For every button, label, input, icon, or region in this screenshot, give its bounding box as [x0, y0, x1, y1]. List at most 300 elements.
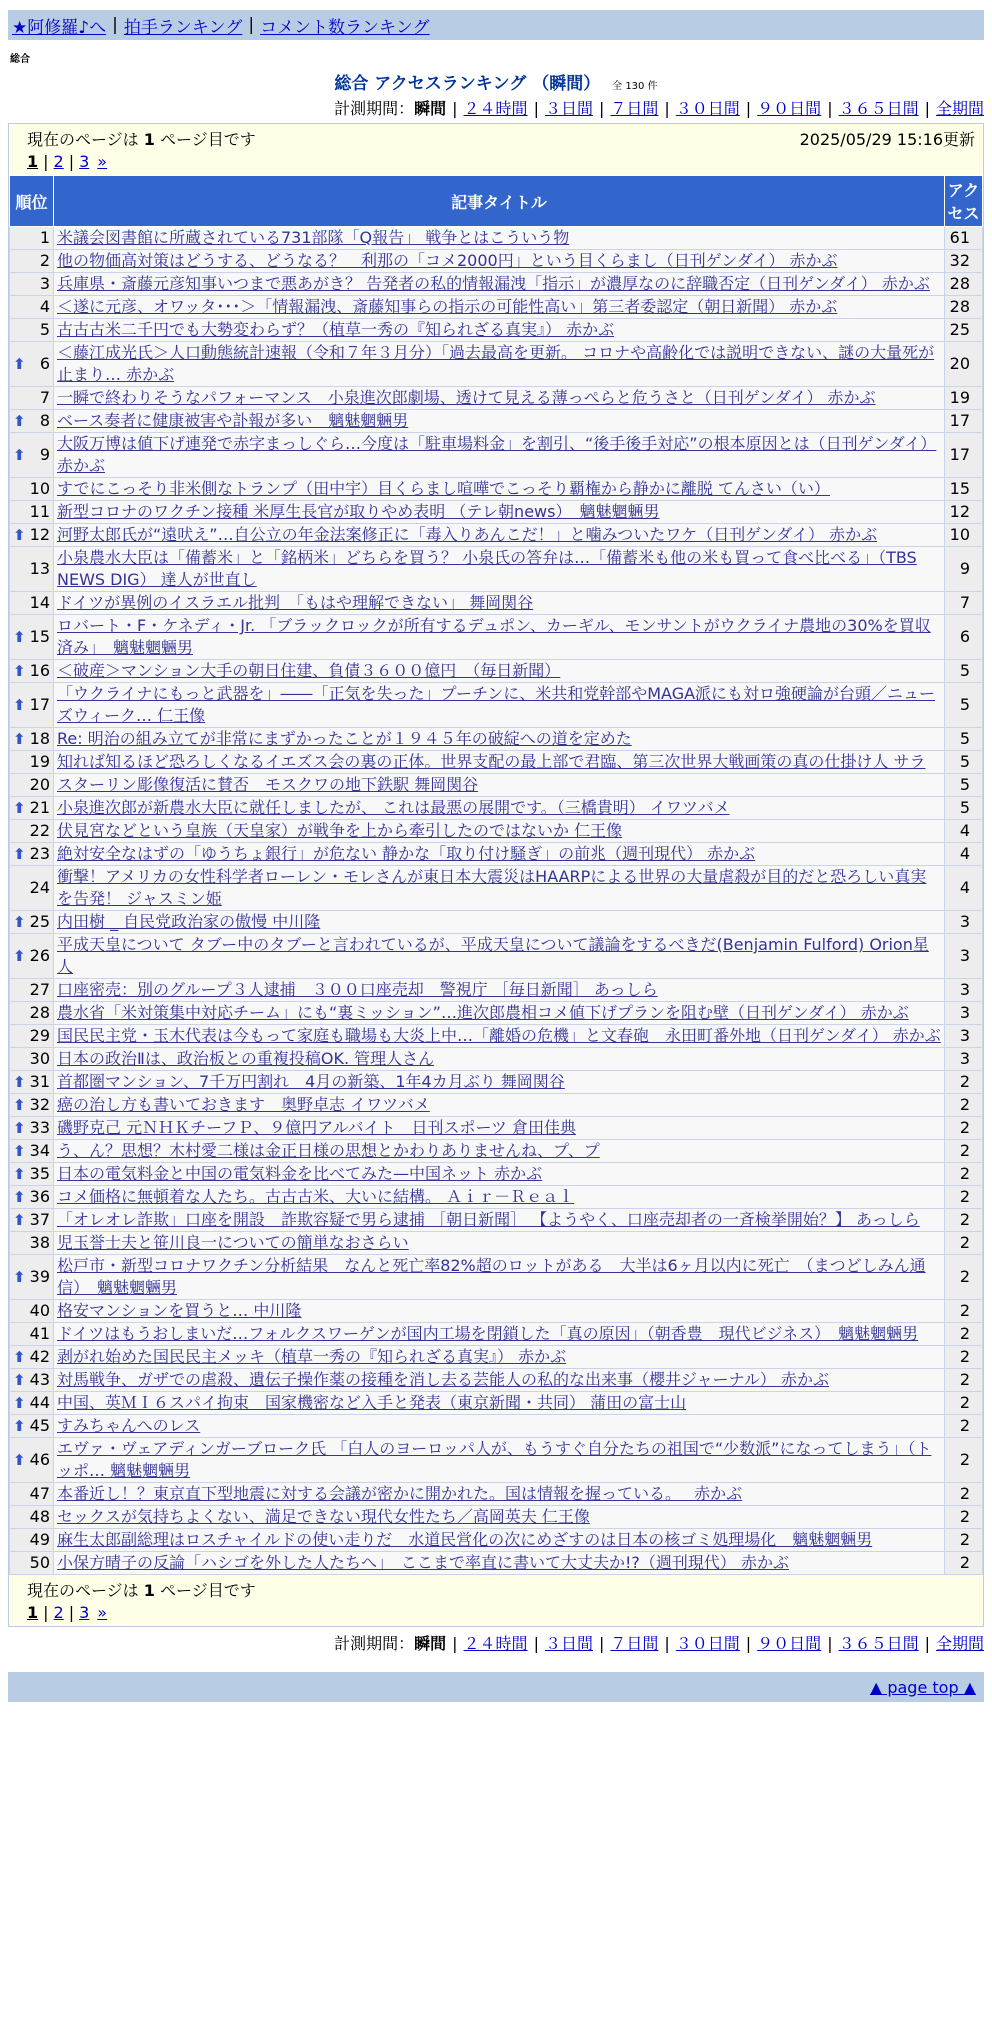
table-row: [10, 1071, 983, 1094]
pager-page-link[interactable]: 2: [53, 152, 64, 171]
title-cell: [54, 1255, 945, 1300]
period-link[interactable]: ７日間: [610, 1634, 659, 1653]
title-cell: [54, 1140, 945, 1163]
period-separator: |: [924, 99, 930, 118]
page-info-bottom: [9, 1575, 983, 1601]
article-link[interactable]: コメ価格に無頓着な人たち。古古古米、大いに結構。 Ａｉｒ－Ｒｅａｌ: [57, 1187, 575, 1206]
access-count: 2: [945, 1438, 983, 1483]
table-row: [10, 1323, 983, 1346]
title-cell: [54, 342, 945, 387]
pager-page-link[interactable]: 3: [79, 1603, 90, 1622]
access-count: 5: [945, 728, 983, 751]
comment-ranking-link[interactable]: コメント数ランキング: [260, 17, 430, 38]
article-link[interactable]: 国民民主党・玉木代表は今もって家庭も職場も大炎上中…「離婚の危機」と文春砲 永田町番外地（日刊ゲンダイ） 赤かぶ: [57, 1026, 941, 1045]
rank-cell: [10, 250, 54, 273]
access-count: 5: [945, 751, 983, 774]
period-separator: |: [745, 99, 752, 118]
access-count: 2: [945, 1232, 983, 1255]
pager-next-link[interactable]: »: [97, 1603, 108, 1622]
rank-number: 28: [29, 1003, 50, 1022]
rank-number: 3: [39, 274, 50, 293]
up-arrow-icon: ⬆: [13, 696, 26, 714]
title-cell: [54, 1323, 945, 1346]
rank-cell: [10, 592, 54, 615]
access-count: 28: [945, 296, 983, 319]
rank-cell: [10, 774, 54, 797]
up-arrow-icon: ⬆: [13, 1211, 26, 1229]
rank-cell: [10, 843, 54, 866]
table-row: [10, 751, 983, 774]
title-cell: [54, 820, 945, 843]
rank-number: 17: [29, 695, 50, 714]
article-link[interactable]: ＜遂に元彦、オワッタ･･･＞「情報漏洩、斎藤知事らの指示の可能性高い」第三者委認定（朝日新聞） 赤かぶ: [57, 297, 838, 316]
title-cell: [54, 1346, 945, 1369]
article-link[interactable]: ＜藤江成光氏＞人口動態統計速報（令和７年３月分）「過去最高を更新。 コロナや高齢化では説明できない、謎の大量死が止まり… 赤かぶ: [57, 343, 935, 384]
period-separator: |: [924, 1634, 930, 1653]
access-count: 15: [945, 478, 983, 501]
access-count: 4: [945, 866, 983, 911]
article-link[interactable]: 古古古米二千円でも大勢変わらず？（植草一秀の『知られざる真実』） 赤かぶ: [57, 320, 615, 339]
rank-cell: [10, 1255, 54, 1300]
article-link[interactable]: エヴァ・ヴェアディンガーブローク氏 「白人のヨーロッパ人が、もうすぐ自分たちの祖国で“少数派”になってしまう」（トッポ… 魑魅魍魎男: [57, 1439, 932, 1480]
pager-page-link[interactable]: 2: [53, 1603, 64, 1622]
table-row: [10, 1438, 983, 1483]
period-separator: |: [745, 1634, 752, 1653]
period-separator: |: [827, 1634, 833, 1653]
rank-number: 45: [29, 1416, 50, 1435]
period-link[interactable]: ３６５日間: [838, 99, 919, 118]
rank-number: 5: [39, 320, 50, 339]
page-info-prefix: 現在のページは: [27, 130, 139, 149]
article-link[interactable]: 磯野克己 元ＮＨＫチーフＰ、９億円アルバイト 日刊スポーツ 倉田佳典: [57, 1118, 576, 1137]
pager-page-link[interactable]: 3: [79, 152, 90, 171]
article-link[interactable]: 日本の政治Ⅱは、政治板との重複投稿OK. 管理人さん: [57, 1049, 435, 1068]
article-link[interactable]: 麻生太郎副総理はロスチャイルドの使い走りだ 水道民営化の次にめざすのは日本の核ゴミ処理場化 魑魅魍魎男: [57, 1530, 873, 1549]
access-count: 2: [945, 1094, 983, 1117]
period-link[interactable]: ２４時間: [463, 99, 528, 118]
period-link[interactable]: ３０日間: [675, 1634, 740, 1653]
access-count: 5: [945, 774, 983, 797]
article-link[interactable]: 米議会図書館に所蔵されている731部隊「Q報告」 戦争とはこういう物: [57, 228, 570, 247]
clap-ranking-link[interactable]: 拍手ランキング: [123, 17, 243, 38]
rank-cell: [10, 866, 54, 911]
period-separator: |: [598, 99, 605, 118]
rank-cell: [10, 433, 54, 478]
period-link[interactable]: 全期間: [935, 99, 984, 118]
title-cell: [54, 979, 945, 1002]
period-separator: |: [664, 99, 670, 118]
up-arrow-icon: ⬆: [13, 412, 26, 430]
rank-number: 18: [29, 729, 50, 748]
table-row: [10, 774, 983, 797]
title-cell: [54, 934, 945, 979]
article-link[interactable]: 他の物価高対策はどうする、どうなる？ 利那の「コメ2000円」という目くらまし（日刊ゲンダイ） 赤かぶ: [57, 251, 838, 270]
rank-number: 19: [29, 752, 50, 771]
rank-cell: [10, 1392, 54, 1415]
footer-bar: [8, 1672, 984, 1702]
page-info-top: [9, 124, 983, 150]
period-label: 計測期間：: [334, 99, 415, 118]
page-info-suffix: ページ目です: [160, 1581, 256, 1600]
article-link[interactable]: ベース奏者に健康被害や訃報が多い 魑魅魍魎男: [57, 411, 409, 430]
page-top-link[interactable]: ▲ page top ▲: [869, 1677, 976, 1697]
access-count: 10: [945, 524, 983, 547]
article-link[interactable]: 農水省「米対策集中対応チーム」にも“裏ミッション”…進次郎農相コメ値下げプランを阻む壁（日刊ゲンダイ） 赤かぶ: [57, 1003, 909, 1022]
table-row: [10, 387, 983, 410]
rank-cell: [10, 751, 54, 774]
title-cell: [54, 866, 945, 911]
rank-cell: [10, 979, 54, 1002]
table-row: [10, 1369, 983, 1392]
rank-number: 10: [29, 479, 50, 498]
article-link[interactable]: 小保方晴子の反論「ハシゴを外した人たちへ」 ここまで率直に書いて大丈夫か!?（週刊現代） 赤かぶ: [57, 1553, 789, 1572]
item-count: 全 130 件: [612, 81, 658, 92]
title-cell: [54, 592, 945, 615]
rank-number: 25: [29, 912, 50, 931]
table-row: [10, 1346, 983, 1369]
rank-number: 11: [29, 502, 50, 521]
article-link[interactable]: 首都圏マンション、7千万円割れ 4月の新築、1年4カ月ぶり 舞岡関谷: [57, 1072, 565, 1091]
title-cell: [54, 410, 945, 433]
rank-cell: [10, 296, 54, 319]
access-count: 4: [945, 820, 983, 843]
rank-number: 16: [29, 661, 50, 680]
period-link[interactable]: ２４時間: [463, 1634, 528, 1653]
ranking-panel: [8, 123, 984, 1627]
access-count: 3: [945, 1002, 983, 1025]
up-arrow-icon: ⬆: [13, 913, 26, 931]
rank-cell: [10, 820, 54, 843]
rank-cell: [10, 911, 54, 934]
rank-number: 8: [39, 411, 50, 430]
pager-current-page: 1: [27, 1603, 39, 1622]
page-title-text: 総合 アクセスランキング （瞬間）: [334, 74, 601, 94]
period-separator: |: [452, 1634, 458, 1653]
table-row: [10, 1506, 983, 1529]
pager-separator: |: [43, 152, 49, 171]
section-label: 総合: [10, 54, 30, 65]
rank-number: 14: [29, 593, 50, 612]
period-link[interactable]: ７日間: [610, 99, 659, 118]
title-cell: [54, 1438, 945, 1483]
article-link[interactable]: 対馬戦争、ガザでの虐殺、遺伝子操作薬の接種を消し去る芸能人の私的な出来事（櫻井ジャーナル） 赤かぶ: [57, 1370, 829, 1389]
rank-number: 46: [29, 1450, 50, 1469]
period-link[interactable]: ３日間: [544, 1634, 593, 1653]
rank-number: 9: [39, 445, 50, 464]
rank-number: 32: [29, 1095, 50, 1114]
up-arrow-icon: ⬆: [13, 845, 26, 863]
article-link[interactable]: すでにこっそり非米側なトランプ（田中宇）目くらまし喧嘩でこっそり覇権から静かに離脱 てんさい（い）: [57, 479, 830, 498]
home-link[interactable]: ★阿修羅♪へ: [12, 17, 107, 38]
article-link[interactable]: 小泉農水大臣は「備蓄米」と「銘柄米」どちらを買う？ 小泉氏の答弁は…「備蓄米も他の米も買って食べ比べる」（TBS NEWS DIG） 達人が世直し: [57, 548, 917, 589]
table-row: [10, 1232, 983, 1255]
rank-number: 20: [29, 775, 50, 794]
title-cell: [54, 1300, 945, 1323]
title-cell: [54, 1232, 945, 1255]
title-cell: [54, 273, 945, 296]
up-arrow-icon: ⬆: [13, 1119, 26, 1137]
article-link[interactable]: ドイツはもうおしまいだ…フォルクスワーゲンが国内工場を閉鎖した「真の原因」（朝香豊 現代ビジネス） 魑魅魍魎男: [57, 1324, 919, 1343]
access-count: 19: [945, 387, 983, 410]
pagination-top: [9, 150, 983, 175]
title-column-header: 記事タイトル: [54, 176, 945, 227]
up-arrow-icon: ⬆: [13, 1268, 26, 1286]
table-row: [10, 433, 983, 478]
article-link[interactable]: ロバート・F・ケネディ・Jr. 「ブラックロックが所有するデュポン、カーギル、モンサントがウクライナ農地の30%を買収済み」 魑魅魍魎男: [57, 616, 931, 657]
access-count: 2: [945, 1255, 983, 1300]
table-row: [10, 1415, 983, 1438]
rank-number: 1: [39, 228, 50, 247]
access-count: 3: [945, 979, 983, 1002]
article-link[interactable]: ドイツが異例のイスラエル批判 「もはや理解できない」 舞岡関谷: [57, 593, 534, 612]
title-cell: [54, 1025, 945, 1048]
access-count: 20: [945, 342, 983, 387]
pagination-bottom: [9, 1601, 983, 1626]
table-row: [10, 615, 983, 660]
table-row: [10, 1117, 983, 1140]
table-row: [10, 1483, 983, 1506]
period-link[interactable]: 全期間: [935, 1634, 984, 1653]
article-link[interactable]: 平成天皇について タブー中のタブーと言われているが、平成天皇について議論をするべきだ(Benjamin Fulford) Orion星人: [57, 935, 929, 976]
access-count: 2: [945, 1346, 983, 1369]
period-link[interactable]: ９０日間: [757, 1634, 822, 1653]
access-count: 2: [945, 1209, 983, 1232]
article-link[interactable]: 小泉進次郎が新農水大臣に就任しましたが、 これは最悪の展開です。（三橋貴明） イワツバメ: [57, 798, 730, 817]
rank-cell: [10, 1071, 54, 1094]
title-cell: [54, 1117, 945, 1140]
title-cell: [54, 1529, 945, 1552]
access-count: 2: [945, 1186, 983, 1209]
title-cell: [54, 478, 945, 501]
rank-cell: [10, 478, 54, 501]
table-row: [10, 1002, 983, 1025]
nav-separator: |: [248, 15, 255, 35]
title-cell: [54, 797, 945, 820]
article-link[interactable]: 伏見宮などという皇族（天皇家）が戦争を上から牽引したのではないか 仁王像: [57, 821, 623, 840]
article-link[interactable]: セックスが気持ちよくない、満足できない現代女性たち／高岡英夫 仁王像: [57, 1507, 590, 1526]
title-cell: [54, 1392, 945, 1415]
rank-cell: [10, 683, 54, 728]
rank-cell: [10, 1025, 54, 1048]
rank-number: 43: [29, 1370, 50, 1389]
article-link[interactable]: 口座密売：別のグループ３人逮捕 ３００口座売却 警視庁 ［毎日新聞］ あっしら: [57, 980, 658, 999]
article-link[interactable]: 「オレオレ詐欺」口座を開設 詐欺容疑で男ら逮捕 ［朝日新聞］ 【ようやく、口座売却者の一斉検挙開始？】 あっしら: [57, 1210, 920, 1229]
rank-cell: [10, 227, 54, 250]
article-link[interactable]: 本番近し！？東京直下型地震に対する会議が密かに開かれた。国は情報を握っている。 赤かぶ: [57, 1484, 743, 1503]
access-count: 2: [945, 1552, 983, 1575]
title-cell: [54, 296, 945, 319]
access-count: 5: [945, 797, 983, 820]
article-link[interactable]: 日本の電気料金と中国の電気料金を比べてみた—中国ネット 赤かぶ: [57, 1164, 543, 1183]
article-link[interactable]: 剥がれ始めた国民民主メッキ（植草一秀の『知られざる真実』） 赤かぶ: [57, 1347, 567, 1366]
up-arrow-icon: ⬆: [13, 446, 26, 464]
rank-number: 37: [29, 1210, 50, 1229]
rank-cell: [10, 547, 54, 592]
rank-cell: [10, 1506, 54, 1529]
current-page-text: [27, 127, 256, 150]
rank-cell: [10, 1483, 54, 1506]
access-count: 2: [945, 1369, 983, 1392]
current-page-text: [27, 1578, 256, 1601]
rank-cell: [10, 797, 54, 820]
rank-cell: [10, 1323, 54, 1346]
period-separator: |: [452, 99, 458, 118]
up-arrow-icon: ⬆: [13, 355, 26, 373]
article-link[interactable]: 内田樹 _ 自民党政治家の傲慢 中川隆: [57, 912, 321, 931]
table-row: [10, 979, 983, 1002]
rank-number: 41: [29, 1324, 50, 1343]
access-count: 3: [945, 911, 983, 934]
article-link[interactable]: 「ウクライナにもっと武器を」――「正気を失った」プーチンに、米共和党幹部やMAGA派にも対ロ強硬論が台頭／ニューズウィーク… 仁王像: [57, 684, 936, 725]
article-link[interactable]: 松戸市・新型コロナワクチン分析結果 なんと死亡率82%超のロットがある 大半は6ヶ月以内に死亡 （まつどしみん通信） 魑魅魍魎男: [57, 1256, 926, 1297]
access-count: 2: [945, 1300, 983, 1323]
access-count: 5: [945, 660, 983, 683]
period-separator: |: [533, 99, 539, 118]
title-cell: [54, 1506, 945, 1529]
rank-cell: [10, 1552, 54, 1575]
article-link[interactable]: 知れば知るほど恐ろしくなるイエズス会の裏の正体。世界支配の最上部で君臨、第三次世界大戦画策の真の仕掛け人 サラ: [57, 752, 926, 771]
rank-number: 29: [29, 1026, 50, 1045]
article-link[interactable]: ＜破産＞マンション大手の朝日住建、負債３６００億円 （毎日新聞）: [57, 661, 561, 680]
title-cell: [54, 1094, 945, 1117]
access-count: 2: [945, 1071, 983, 1094]
table-row: [10, 524, 983, 547]
period-link[interactable]: ９０日間: [757, 99, 822, 118]
rank-number: 31: [29, 1072, 50, 1091]
access-count: 17: [945, 410, 983, 433]
access-count: 3: [945, 1048, 983, 1071]
table-row: [10, 1186, 983, 1209]
title-cell: [54, 524, 945, 547]
period-separator: |: [827, 99, 833, 118]
article-link[interactable]: Re: 明治の組み立てが非常にまずかったことが１９４５年の破綻への道を定めた: [57, 729, 632, 748]
title-cell: [54, 1163, 945, 1186]
rank-number: 26: [29, 946, 50, 965]
title-cell: [54, 1415, 945, 1438]
rank-number: 50: [29, 1553, 50, 1572]
article-link[interactable]: 新型コロナのワクチン接種 米厚生長官が取りやめ表明 （テレ朝news） 魑魅魍魎男: [57, 502, 660, 521]
title-cell: [54, 227, 945, 250]
article-link[interactable]: 格安マンションを買うと… 中川隆: [57, 1301, 302, 1320]
table-row: [10, 728, 983, 751]
rank-cell: [10, 319, 54, 342]
up-arrow-icon: ⬆: [13, 730, 26, 748]
article-link[interactable]: 一瞬で終わりそうなパフォーマンス 小泉進次郎劇場、透けて見える薄っぺらと危うさと（日刊ゲンダイ） 赤かぶ: [57, 388, 876, 407]
article-link[interactable]: 中国、英ＭＩ６スパイ拘束 国家機密など入手と発表（東京新聞・共同） 蒲田の富士山: [57, 1393, 687, 1412]
rank-number: 33: [29, 1118, 50, 1137]
pager-separator: |: [68, 1603, 75, 1622]
table-row: [10, 683, 983, 728]
access-count: 28: [945, 273, 983, 296]
period-link[interactable]: ３０日間: [675, 99, 740, 118]
table-row: [10, 250, 983, 273]
period-selector-top: [8, 96, 984, 119]
updated-timestamp: 2025/05/29 15:16更新: [799, 130, 975, 149]
table-row: [10, 296, 983, 319]
table-row: [10, 410, 983, 433]
access-count: 5: [945, 683, 983, 728]
rank-cell: [10, 1209, 54, 1232]
table-row: [10, 342, 983, 387]
period-separator: |: [533, 1634, 539, 1653]
rank-cell: [10, 615, 54, 660]
table-row: [10, 319, 983, 342]
rank-number: 7: [39, 388, 50, 407]
title-cell: [54, 501, 945, 524]
article-link[interactable]: う、ん？思想？木村愛二様は金正日様の思想とかわりありませんね、プ、プ: [57, 1141, 600, 1160]
up-arrow-icon: ⬆: [13, 1096, 26, 1114]
rank-cell: [10, 1163, 54, 1186]
up-arrow-icon: ⬆: [13, 1188, 26, 1206]
period-label: 計測期間：: [334, 1634, 415, 1653]
rank-number: 15: [29, 627, 50, 646]
access-count: 2: [945, 1117, 983, 1140]
article-link[interactable]: 河野太郎氏が“遠吠え”…自公立の年金法案修正に「毒入りあんこだ！」と噛みついたワケ（日刊ゲンダイ） 赤かぶ: [57, 525, 878, 544]
access-count: 6: [945, 615, 983, 660]
rank-number: 48: [29, 1507, 50, 1526]
rank-cell: [10, 1300, 54, 1323]
rank-number: 12: [29, 525, 50, 544]
page-info-suffix: ページ目です: [160, 130, 256, 149]
table-row: [10, 1140, 983, 1163]
access-count: 2: [945, 1163, 983, 1186]
access-count: 2: [945, 1506, 983, 1529]
pager-next-link[interactable]: »: [97, 152, 108, 171]
access-count: 61: [945, 227, 983, 250]
article-link[interactable]: すみちゃんへのレス: [57, 1416, 201, 1435]
up-arrow-icon: ⬆: [13, 1451, 26, 1469]
period-link[interactable]: ３６５日間: [838, 1634, 919, 1653]
rank-number: 21: [29, 798, 50, 817]
rank-cell: [10, 1117, 54, 1140]
article-link[interactable]: 癌の治し方も書いておきます 奥野卓志 イワツバメ: [57, 1095, 430, 1114]
rank-cell: [10, 1048, 54, 1071]
title-cell: [54, 1186, 945, 1209]
period-separator: |: [664, 1634, 670, 1653]
article-link[interactable]: 大阪万博は値下げ連発で赤字まっしぐら…今度は「駐車場料金」を割引、“後手後手対応”の根本原因とは（日刊ゲンダイ） 赤かぶ: [57, 434, 937, 475]
rank-number: 30: [29, 1049, 50, 1068]
title-cell: [54, 660, 945, 683]
title-cell: [54, 1071, 945, 1094]
table-row: [10, 797, 983, 820]
table-row: [10, 1255, 983, 1300]
period-current: 瞬間: [414, 99, 447, 118]
period-selector-bottom: [8, 1631, 984, 1654]
period-link[interactable]: ３日間: [544, 99, 593, 118]
article-link[interactable]: 衝撃！アメリカの女性科学者ローレン・モレさんが東日本大震災はHAARPによる世界の大量虐殺が目的だと恐ろしい真実を告発！ ジャスミン姫: [57, 867, 927, 908]
article-link[interactable]: スターリン彫像復活に賛否 モスクワの地下鉄駅 舞岡関谷: [57, 775, 479, 794]
access-count: 17: [945, 433, 983, 478]
article-link[interactable]: 絶対安全なはずの「ゆうちょ銀行」が危ない 静かな「取り付け騒ぎ」の前兆（週刊現代） 赤かぶ: [57, 844, 756, 863]
rank-cell: [10, 501, 54, 524]
table-row: [10, 1094, 983, 1117]
table-row: [10, 547, 983, 592]
access-count: 12: [945, 501, 983, 524]
rank-cell: [10, 1369, 54, 1392]
table-row: [10, 1048, 983, 1071]
table-row: [10, 866, 983, 911]
up-arrow-icon: ⬆: [13, 1394, 26, 1412]
title-cell: [54, 547, 945, 592]
article-link[interactable]: 兵庫県・斎藤元彦知事いつまで悪あがき？ 告発者の私的情報漏洩「指示」が濃厚なのに辞職否定（日刊ゲンダイ） 赤かぶ: [57, 274, 930, 293]
table-row: [10, 1552, 983, 1575]
ranking-table-body: [10, 227, 983, 1575]
article-link[interactable]: 児玉誉士夫と笹川良一についての簡単なおさらい: [57, 1233, 409, 1252]
access-count: 2: [945, 1140, 983, 1163]
up-arrow-icon: ⬆: [13, 799, 26, 817]
rank-cell: [10, 342, 54, 387]
title-cell: [54, 1209, 945, 1232]
